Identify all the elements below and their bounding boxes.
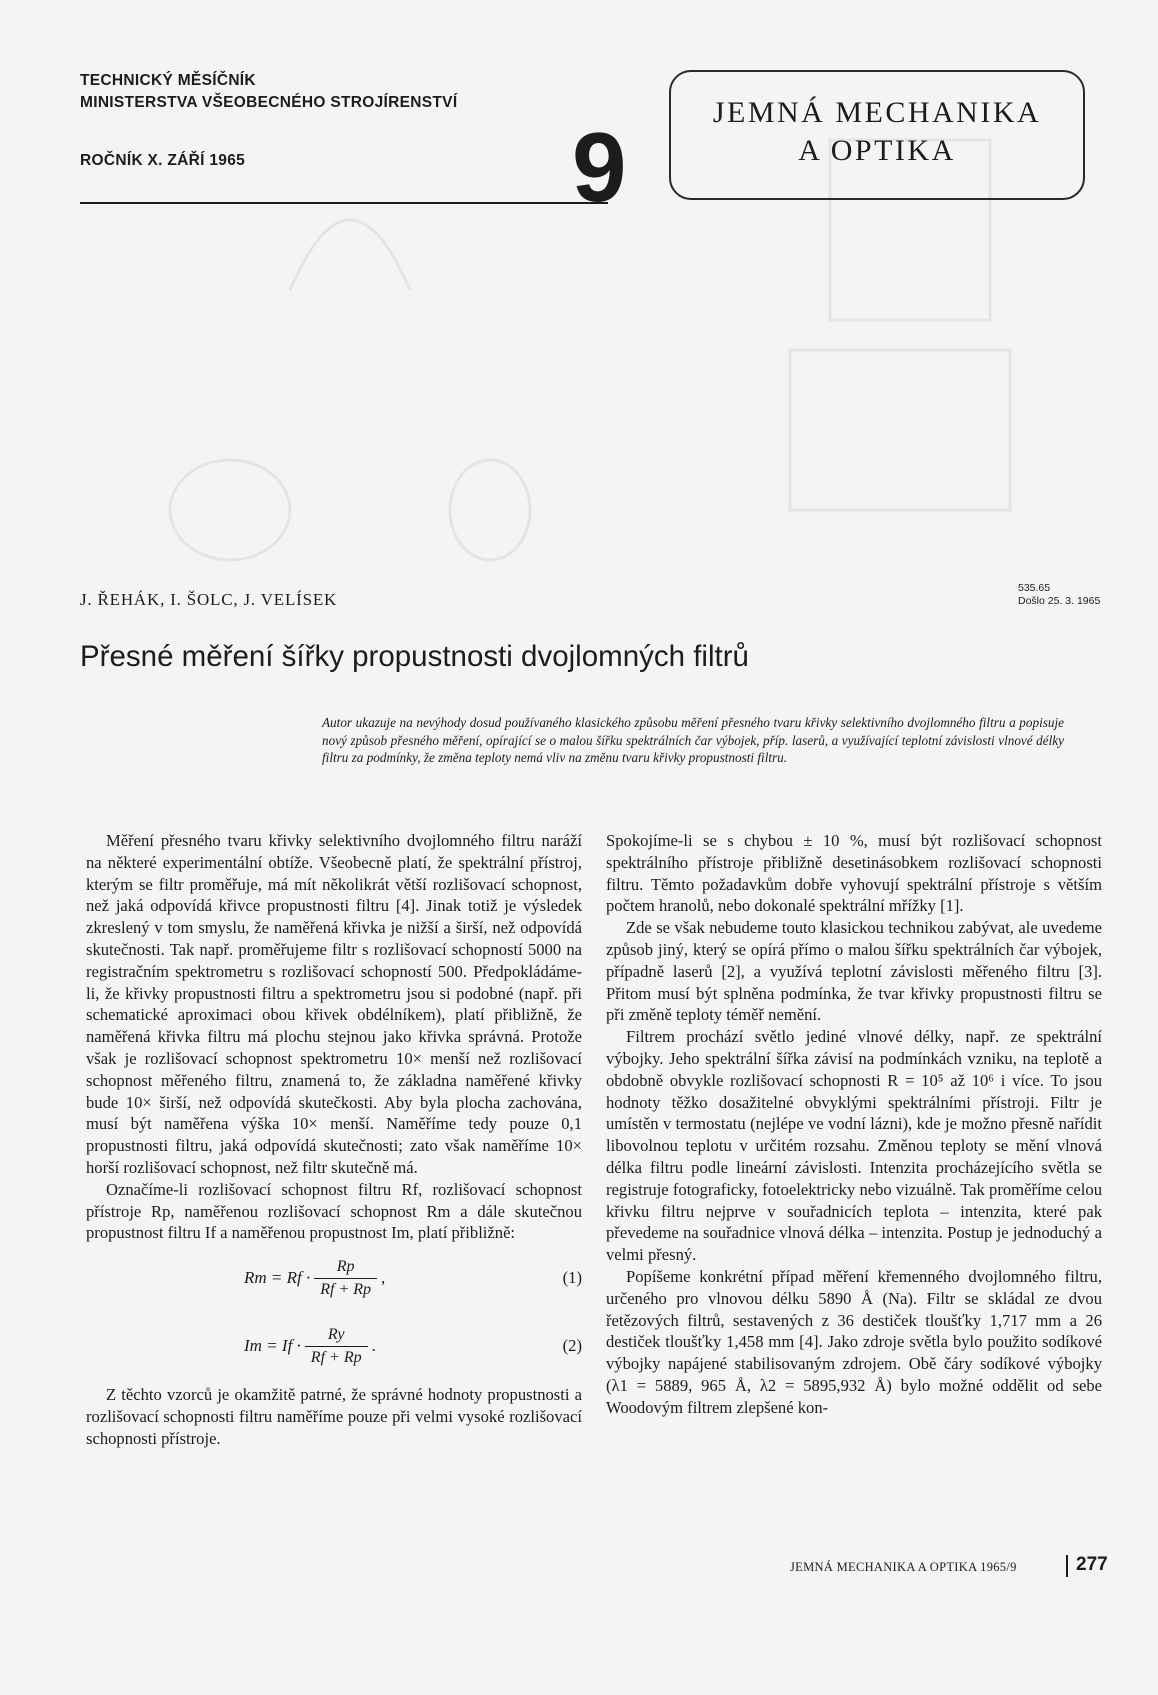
journal-title-line2: A OPTIKA [798, 134, 956, 167]
fraction-denominator: Rf + Rp [314, 1278, 377, 1301]
paragraph: Popíšeme konkrétní případ měření křemenného dvojlomného filtru, určeného pro vlnovou délku 5890 Å (Na). Filtr se skládal ze dvou řetězových filtrů, sestavených z 36 destiček tloušťky 1,717 mm a 26 destiček tloušťky 1,458 mm [4]. Jako zdroje světla bylo použito sodíkové výbojky napájené stabilisovaným zdrojem. Obě čáry sodíkové výbojky (λ1 = 5889, 965 Å, λ2 = 5895,932 Å) bylo možné oddělit od sebe Woodovým filtrem zlepšené kon- [606, 1266, 1102, 1417]
paragraph: Označíme-li rozlišovací schopnost filtru Rf, rozlišovací schopnost přístroje Rp, naměřenou rozlišovací schopnost Rm a dále skutečnou propustnost filtru If a naměřenou propustnost Im, platí přibližně: [86, 1179, 582, 1243]
paragraph: Měření přesného tvaru křivky selektivního dvojlomného filtru naráží na některé experimentální obtíže. Všeobecně platí, že spektrální přístroj, kterým se filtr proměřuje, má mít několikrát větší rozlišovací schopnost, než jaká odpovídá křivce propustnosti filtru [4]. Jinak totiž je výsledek zkreslený v tom smyslu, že naměřená křivka je nižší a širší, než odpovídá skutečnosti. Tak např. proměřujeme filtr s rozlišovací schopností 5000 na registračním spektrometru s rozlišovací schopností 500. Předpokládáme-li, že křivky propustnosti filtru a spektrometru jsou si podobné (např. při schematické aproximaci obou křivek obdélníkem), platí přibližně, že naměřená křivka filtru má plochu stejnou jako křivka správná. Protože však je rozlišovací schopnost spektrometru 10× menší než rozlišovací schopnost měřeného filtru, znamená to, že základna naměřené křivky bude 10× širší, než odpovídá skutečkosti. Aby byla plocha zachována, musí být naměřena výška 10× menší. Naměříme tedy pouze 0,1 propustnosti filtru, jaká odpovídá skutečnosti; zato však naměříme 10× horší rozlišovací schopnost, než filtr skutečně má. [86, 831, 582, 1177]
authors: J. ŘEHÁK, I. ŠOLC, J. VELÍSEK [80, 590, 338, 609]
equation-lhs: Im = If · [244, 1336, 301, 1356]
paragraph: Spokojíme-li se s chybou ± 10 %, musí být rozlišovací schopnost spektrálního přístroje přibližně desetinásobkem rozlišovací schopnosti filtru. Těmto požadavkům dobře vyhovují spektrální přístroje s větším počtem hranolů, nebo dokonalé spektrální mřížky [1]. [606, 831, 1102, 916]
footer-journal: JEMNÁ MECHANIKA A OPTIKA 1965/9 [790, 1560, 1017, 1574]
footer-divider [1066, 1555, 1068, 1577]
equation-fraction [305, 1324, 368, 1369]
masthead-volume: ROČNÍK X. ZÁŘÍ 1965 [80, 152, 246, 169]
masthead-line2: MINISTERSTVA VŠEOBECNÉHO STROJÍRENSTVÍ [80, 94, 458, 111]
received-date: Došlo 25. 3. 1965 [1018, 595, 1101, 607]
page-number: 277 [1076, 1554, 1108, 1575]
equation-number: (1) [562, 1268, 582, 1288]
equation-1 [86, 1248, 582, 1308]
journal-title-box [669, 70, 1085, 200]
body-column-right [606, 830, 1102, 1419]
body-column-left [86, 830, 582, 1450]
equation-2 [86, 1316, 582, 1376]
paragraph: Filtrem prochází světlo jediné vlnové délky, např. ze spektrální výbojky. Jeho spektrální šířka závisí na podmínkách vzniku, na teplotě a obdobně obvykle rozlišovací schopnosti R = 10⁵ až 10⁶ i více. To jsou hodnoty těžko dosažitelné obvyklými spektrálními přístroji. Filtr je umístěn v termostatu (nejlépe ve vodní lázni), kde je možno přesně nařídit libovolnou teplotu v určitém rozsahu. Změnou teploty se mění vlnová délka filtru podle lineární závislosti. Intenzita procházejícího světla se registruje fotograficky, fotoelektricky nebo vizuálně. Tak proměříme celou křivku filtru nejprve v souřadnicích teplota – intenzita, které pak převedeme na souřadnice vlnová délka – intenzita. Postup je jednoduchý a velmi přesný. [606, 1027, 1102, 1265]
fraction-numerator: Rp [336, 1257, 355, 1275]
equation-punctuation: . [371, 1336, 376, 1356]
paragraph: Zde se však nebudeme touto klasickou technikou zabývat, ale uvedeme způsob jiný, který se opírá přímo o malou šířku spektrálních čar výbojek, případně laserů [2], a využívá teplotní závislosti měřeného filtru [3]. Přitom musí být splněna podmínka, že tvar křivky propustnosti filtru se při změně teploty téměř nemění. [606, 918, 1102, 1025]
journal-title-line1: JEMNÁ MECHANIKA [712, 96, 1042, 129]
paragraph: Z těchto vzorců je okamžitě patrné, že správné hodnoty propustnosti a rozlišovací schopnosti filtru naměříme pouze při velmi vysoké rozlišovací schopnosti přístroje. [86, 1385, 582, 1448]
equation-number: (2) [562, 1336, 582, 1356]
equation-fraction [314, 1256, 377, 1301]
equation-punctuation: , [381, 1268, 386, 1288]
masthead-rule [80, 202, 608, 204]
equation-lhs: Rm = Rf · [244, 1268, 311, 1288]
abstract: Autor ukazuje na nevýhody dosud používaného klasického způsobu měření přesného tvaru křivky selektivního dvojlomného filtru a popisuje nový způsob přesného měření, opírající se o malou šířku spektrálních čar výbojek, příp. laserů, a využívající teplotní závislosti vlnové délky filtru za podmínky, že změna teploty nemá vliv na změnu tvaru křivky propustnosti filtru. [322, 715, 1064, 765]
udc-block [1018, 582, 1100, 608]
fraction-numerator: Ry [327, 1325, 345, 1343]
fraction-denominator: Rf + Rp [305, 1346, 368, 1369]
udc-code: 535.65 [1018, 582, 1051, 594]
masthead-line1: TECHNICKÝ MĚSÍČNÍK [80, 72, 256, 89]
masthead [80, 70, 457, 172]
article-title: Přesné měření šířky propustnosti dvojlomných filtrů [80, 640, 749, 673]
issue-number: 9 [572, 112, 627, 222]
